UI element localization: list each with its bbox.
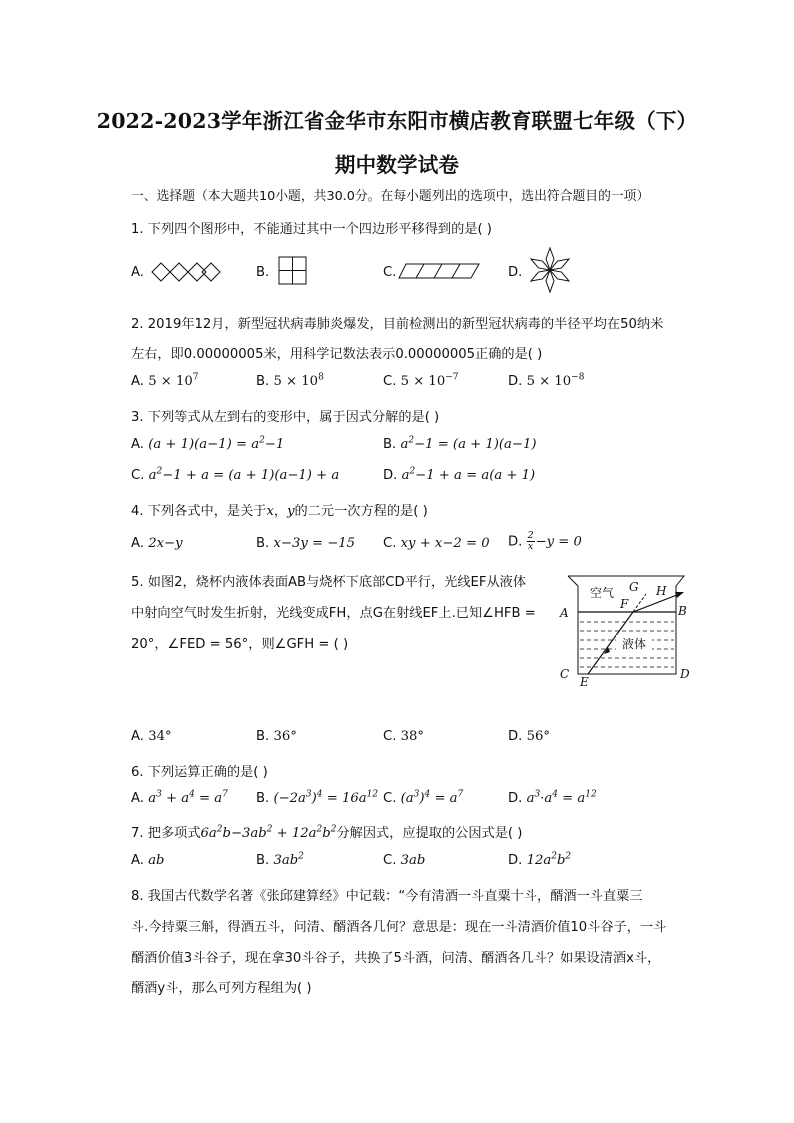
q5-point-f: F [620,597,629,611]
q4-option-c [383,536,490,551]
q5-option-c [383,729,424,744]
q5-liquid-label: 液体 [622,637,647,651]
q5-option-d [508,729,550,744]
q7-option-c: C. 3ab [383,853,426,868]
q4-option-d-fraction [527,531,535,552]
q2-option-b-exp: 8 [318,372,324,383]
q5-option-c-label: C. [383,729,397,744]
q2-line1: 2. 2019年12月，新型冠状病毒肺炎爆发，目前检测出的新型冠状病毒的半径平均在50纳米 [131,317,664,332]
q2-option-c [383,374,459,389]
q3-option-c-label: C. [131,468,145,483]
q7-stem: 7. 把多项式$6a^2b-3ab^2 + 12a^2b^2$分解因式，应提取的公因式是( ) [131,824,523,841]
q5-option-c-text: 38° [400,729,424,744]
q4-option-d-num: 2 [527,530,534,541]
q2-option-a-base: 5 × 10 [148,374,193,389]
q1-figure-c-parallelograms [398,263,480,279]
q4-option-d-label: D. [508,534,523,550]
q5-point-g: G [629,580,639,594]
q4-option-b-label: B. [256,536,270,551]
q5-option-a [131,729,172,744]
q8-line2: 斗.今持粟三斛，得酒五斗，问清、醑酒各几何？意思是：现在一斗清酒价值10斗谷子，一斗 [131,920,667,935]
q3-stem: 3. 下列等式从左到右的变形中，属于因式分解的是( ) [131,410,440,425]
q2-option-b-base: 5 × 10 [273,374,319,389]
q1-option-b-label: B. [256,265,270,280]
q5-line3: 20°，∠FED = 56°，则∠GFH = ( ) [131,637,349,652]
q5-point-b: B [678,604,687,618]
q6-option-c-label: C. [383,791,397,806]
q4-sep: ， [273,504,288,519]
q7-option-a-label: A. [131,853,144,868]
q4-stem [131,500,428,519]
q4-option-d-rest: −y = 0 [535,534,582,550]
q3-option-a-label: A. [131,437,144,452]
q4-option-a-text: 2x−y [148,536,183,551]
q6-option-a-label: A. [131,791,144,806]
q1-figure-a-diamonds [150,260,222,284]
q4-var-y: y [287,504,295,519]
q4-option-a [131,536,183,551]
q2-option-d-label: D. [508,374,523,389]
q3-option-c: C. $a^2-1 + a = (a + 1)(a-1) + a$ [131,466,340,483]
q7-option-b: B. $3ab^2$ [256,851,304,868]
q8-line1: 8. 我国古代数学名著《张邱建算经》中记载：“今有清酒一斗直粟十斗，醑酒一斗直粟三 [131,889,643,904]
q2-option-a-label: A. [131,374,144,389]
q4-option-d [508,531,582,552]
q4-option-c-text: xy + x−2 = 0 [400,536,490,551]
q5-air-label: 空气 [590,586,615,600]
q2-option-d-base: 5 × 10 [526,374,572,389]
q2-line2: 左右，即0.00000005米，用科学记数法表示0.00000005正确的是( ) [131,347,543,362]
q5-point-h: H [656,584,667,598]
q5-option-d-label: D. [508,729,523,744]
q2-option-d [508,374,584,389]
q5-option-a-label: A. [131,729,144,744]
q2-option-b [256,374,324,389]
q7-option-d: D. $12a^2b^2$ [508,851,572,868]
q1-figure-d-flower [528,246,572,294]
q7-option-b-label: B. [256,853,270,868]
q3-option-a: A. $(a + 1)(a-1) = a^2-1$ [131,435,285,452]
q4-var-x: x [266,504,274,519]
q4-option-b-text: x−3y = −15 [273,536,356,551]
q1-stem: 1. 下列四个图形中，不能通过其中一个四边形平移得到的是( ) [131,222,492,237]
q1-figure-b-grid [278,256,308,286]
q3-option-b-label: B. [383,437,397,452]
q4-option-a-label: A. [131,536,144,551]
q2-option-d-exp: −8 [571,372,585,383]
q4-option-d-den: x [527,541,534,552]
q1-option-d-label: D. [508,265,523,280]
q4-option-c-label: C. [383,536,397,551]
q2-option-b-label: B. [256,374,270,389]
q2-option-c-label: C. [383,374,397,389]
q5-option-d-text: 56° [526,729,550,744]
q7-option-c-label: C. [383,853,397,868]
q6-option-b-label: B. [256,791,270,806]
q6-stem: 6. 下列运算正确的是( ) [131,765,268,780]
q8-line4: 醑酒y斗，那么可列方程组为( ) [131,981,312,996]
q6-option-d-label: D. [508,791,523,806]
q1-option-c-label: C. [383,265,397,280]
q5-option-b-text: 36° [273,729,297,744]
q5-point-a: A [560,606,569,620]
q6-option-c: C. $(a^3)^4 = a^7$ [383,789,464,806]
q4-stem-post: 的二元一次方程的是( ) [294,504,428,519]
exam-title-line1: 2022-2023学年浙江省金华市东阳市横店教育联盟七年级（下） [96,109,698,133]
q4-option-b [256,536,355,551]
q3-option-d: D. $a^2-1 + a = a(a + 1)$ [383,466,536,483]
q8-line3: 醑酒价值3斗谷子，现在拿30斗谷子，共换了5斗酒，问清、醑酒各几斗？如果设清酒x斗， [131,951,661,966]
q5-point-c: C [560,667,570,681]
q2-option-c-exp: −7 [445,372,459,383]
q6-option-b: B. $(-2a^3)^4 = 16a^{12}$ [256,789,379,806]
q5-line1: 5. 如图2，烧杯内液体表面AB与烧杯下底部CD平行，光线EF从液体 [131,575,527,590]
q7-option-d-label: D. [508,853,523,868]
q6-option-d: D. $a^3\cdot a^4 = a^{12}$ [508,789,597,806]
q5-line2: 中射向空气时发生折射，光线变成FH，点G在射线EF上.已知∠HFB = [131,606,536,621]
q7-stem-post: 分解因式，应提取的公因式是( ) [336,826,523,841]
q3-option-b: B. $a^2-1 = (a + 1)(a-1)$ [383,435,537,452]
q5-point-e: E [580,675,589,688]
q1-option-a-label: A. [131,265,144,280]
q3-option-d-label: D. [383,468,398,483]
exam-title-line2: 期中数学试卷 [334,153,460,177]
q5-beaker-figure [556,570,698,688]
q5-option-a-text: 34° [148,729,172,744]
q5-option-b [256,729,297,744]
q5-option-b-label: B. [256,729,270,744]
q2-option-c-base: 5 × 10 [400,374,446,389]
q2-option-a-exp: 7 [192,372,199,383]
q6-option-a: A. $a^3 + a^4 = a^7$ [131,789,228,806]
q7-stem-pre: 7. 把多项式 [131,826,201,841]
q2-option-a [131,374,199,389]
section-header: 一、选择题（本大题共10小题，共30.0分。在每小题列出的选项中，选出符合题目的一项） [131,189,650,204]
q5-point-d: D [680,667,690,681]
q4-stem-pre: 4. 下列各式中，是关于 [131,504,267,519]
q7-option-a: A. ab [131,853,165,868]
